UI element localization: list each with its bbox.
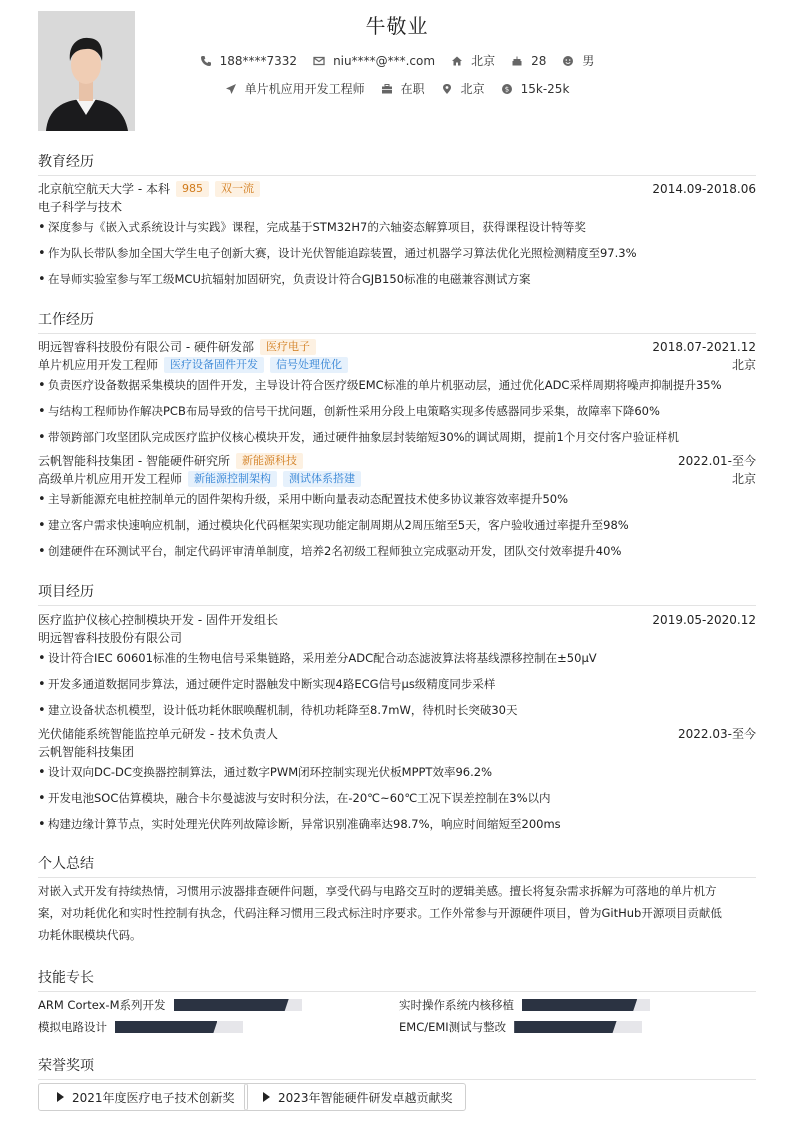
skill-name: ARM Cortex-M系列开发: [38, 998, 166, 1012]
job-role: 高级单片机应用开发工程师: [38, 472, 183, 486]
home-icon: [451, 55, 463, 67]
project-bullet: • 设计符合IEC 60601标准的生物电信号采集链路，采用差分ADC配合动态滤波算法将基线漂移控制在±50μV: [38, 650, 756, 666]
skill-item: [38, 997, 302, 1013]
awards-title: 荣誉奖项: [38, 1055, 756, 1080]
expected-city-value: 北京: [460, 82, 485, 96]
education-bullet: • 深度参与《嵌入式系统设计与实践》课程，完成基于STM32H7的六轴姿态解算项目，获得课程设计特等奖: [38, 219, 756, 235]
education-title: 教育经历: [38, 151, 756, 176]
job-bullet: • 带领跨部门攻坚团队完成医疗监护仪核心模块开发，通过硬件抽象层封装缩短30%的调试周期，提前1个月交付客户验证样机: [38, 429, 756, 445]
job-period: 2022.01-至今: [678, 454, 756, 468]
status-item: [381, 80, 425, 97]
skill-bar-fill: [514, 1021, 616, 1033]
job-bullet: • 负责医疗设备数据采集模块的固件开发，主导设计符合医疗级EMC标准的单片机驱动层，通过优化ADC采样周期将噪声抑制提升35%: [38, 377, 756, 393]
play-triangle-icon: [263, 1092, 270, 1102]
skill-name: EMC/EMI测试与整改: [399, 1020, 507, 1034]
money-icon: [501, 83, 513, 95]
face-icon: [562, 55, 574, 67]
skill-bar: [522, 999, 650, 1011]
gender-item: [562, 52, 594, 69]
location-pin-icon: [441, 83, 453, 95]
project-org-line: [38, 629, 756, 646]
company-name: 云帆智能科技集团 - 智能硬件研究所: [38, 454, 230, 468]
award-item: [244, 1083, 466, 1111]
expected-city-item: [441, 80, 485, 97]
project-bullet: • 设计双向DC-DC变换器控制算法，通过数字PWM闭环控制实现光伏板MPPT效率96.2%: [38, 764, 756, 780]
job-bullet: • 与结构工程师协作解决PCB布局导致的信号干扰问题，创新性采用分段上电策略实现多传感器同步采集，故障率下降60%: [38, 403, 756, 419]
age-item: [511, 54, 546, 68]
phone-icon: [200, 55, 212, 67]
salary-value: 15k-25k: [520, 81, 570, 96]
svg-text:$: $: [504, 85, 509, 94]
job-intent-row: [38, 80, 756, 97]
skill-item: [399, 997, 650, 1013]
candidate-name: 牛敬业: [365, 14, 429, 38]
summary-line: 功耗休眠模块代码。: [38, 928, 142, 942]
skill-bar-fill: [174, 999, 289, 1011]
skill-bar: [514, 1021, 642, 1033]
contact-info-row: [38, 52, 756, 69]
awards-list: [38, 1083, 756, 1111]
education-major: [38, 198, 756, 215]
role-tag: 医疗设备固件开发: [164, 357, 264, 373]
project-bullet: • 开发电池SOC估算模块，融合卡尔曼滤波与安时积分法，在-20℃~60℃工况下误差控制在3%以内: [38, 790, 756, 806]
briefcase-icon: [381, 83, 393, 95]
skill-name: 模拟电路设计: [38, 1020, 107, 1034]
project-org: 明远智睿科技股份有限公司: [38, 631, 183, 645]
role-tag: 测试体系搭建: [283, 471, 361, 487]
job-bullet: • 建立客户需求快速响应机制，通过模块化代码框架实现功能定制周期从2周压缩至5天，客户验收通过率提升至98%: [38, 517, 756, 533]
job-bullet: • 主导新能源充电桩控制单元的固件架构升级，采用中断向量表动态配置技术使多协议兼容效率提升50%: [38, 491, 756, 507]
summary-section: [38, 853, 756, 942]
summary-line: 对嵌入式开发有持续热情，习惯用示波器排查硬件问题，享受代码与电路交互时的逻辑美感。擅长将复杂需求拆解为可落地的单片机方: [38, 884, 717, 898]
work-section: [38, 309, 756, 558]
email-value: niu****@***.com: [333, 53, 436, 68]
company-name: 明远智睿科技股份有限公司 - 硬件研发部: [38, 340, 254, 354]
phone-item: [200, 54, 297, 68]
status-value: 在职: [400, 82, 425, 96]
projects-title: 项目经历: [38, 581, 756, 606]
education-section: [38, 151, 756, 286]
summary-text: [38, 880, 756, 946]
work-title: 工作经历: [38, 309, 756, 334]
education-school-line: [38, 180, 756, 197]
project-org: 云帆智能科技集团: [38, 745, 135, 759]
job-title-item: [225, 80, 365, 97]
award-label: 2021年度医疗电子技术创新奖: [72, 1090, 235, 1105]
job-role-line: [38, 356, 756, 373]
skills-section: [38, 967, 756, 1034]
company-tag: 医疗电子: [260, 339, 316, 355]
skill-bar: [174, 999, 302, 1011]
skill-bar: [115, 1021, 243, 1033]
project-bullet: • 开发多通道数据同步算法，通过硬件定时器触发中断实现4路ECG信号μs级精度同步采样: [38, 676, 756, 692]
job-location: 北京: [731, 358, 756, 372]
mail-icon: [313, 55, 325, 67]
age-value: 28: [531, 53, 547, 68]
send-icon: [225, 83, 237, 95]
major-name: 电子科学与技术: [38, 200, 123, 214]
play-triangle-icon: [57, 1092, 64, 1102]
job-company-line: [38, 338, 756, 355]
project-org-line: [38, 743, 756, 760]
job-role: 单片机应用开发工程师: [38, 358, 159, 372]
project-period: 2022.03-至今: [678, 727, 756, 741]
skill-bar-fill: [522, 999, 637, 1011]
awards-section: [38, 1055, 756, 1105]
education-bullet: • 作为队长带队参加全国大学生电子创新大赛，设计光伏智能追踪装置，通过机器学习算法优化光照检测精度至97.3%: [38, 245, 756, 261]
project-name: 光伏储能系统智能监控单元研发 - 技术负责人: [38, 727, 278, 741]
skills-title: 技能专长: [38, 967, 756, 992]
role-tag: 信号处理优化: [270, 357, 348, 373]
summary-title: 个人总结: [38, 853, 756, 878]
role-tag: 新能源控制架构: [188, 471, 277, 487]
job-location: 北京: [731, 472, 756, 486]
email-item: [313, 54, 435, 68]
skill-item: [38, 1019, 243, 1035]
job-role-line: [38, 470, 756, 487]
job-bullet: • 创建硬件在环测试平台，制定代码评审清单制度，培养2名初级工程师独立完成驱动开发，团队交付效率提升40%: [38, 543, 756, 559]
skill-bar-fill: [115, 1021, 217, 1033]
gender-value: 男: [582, 54, 595, 68]
city-item: [451, 52, 495, 69]
job-period: 2018.07-2021.12: [652, 339, 756, 354]
project-name-line: [38, 725, 756, 742]
skill-name: 实时操作系统内核移植: [399, 998, 514, 1012]
project-bullet: • 建立设备状态机模型，设计低功耗休眠唤醒机制，待机功耗降至8.7mW，待机时长突破30天: [38, 702, 756, 718]
award-label: 2023年智能硬件研发卓越贡献奖: [278, 1090, 453, 1105]
project-period: 2019.05-2020.12: [652, 612, 756, 627]
project-bullet: • 构建边缘计算节点，实时处理光伏阵列故障诊断，异常识别准确率达98.7%，响应时间缩短至200ms: [38, 816, 756, 832]
summary-line: 案，对功耗优化和实时性控制有执念，代码注释习惯用三段式标注时序要求。工作外常参与开源硬件项目，曾为GitHub开源项目贡献低: [38, 906, 722, 920]
education-bullet: • 在导师实验室参与军工级MCU抗辐射加固研究，负责设计符合GJB150标准的电磁兼容测试方案: [38, 271, 756, 287]
job-company-line: [38, 452, 756, 469]
school-tag: 双一流: [215, 181, 260, 197]
phone-value: 188****7332: [219, 53, 298, 68]
school-name: 北京航空航天大学 - 本科: [38, 182, 170, 196]
cake-icon: [511, 55, 523, 67]
salary-item: [501, 82, 570, 96]
projects-section: [38, 581, 756, 831]
education-period: 2014.09-2018.06: [652, 181, 756, 196]
project-name-line: [38, 611, 756, 628]
skill-item: [399, 1019, 642, 1035]
company-tag: 新能源科技: [236, 453, 303, 469]
project-name: 医疗监护仪核心控制模块开发 - 固件开发组长: [38, 613, 278, 627]
award-item: [38, 1083, 248, 1111]
school-tag: 985: [176, 181, 209, 197]
city-value: 北京: [471, 54, 496, 68]
job-title-value: 单片机应用开发工程师: [244, 82, 365, 96]
